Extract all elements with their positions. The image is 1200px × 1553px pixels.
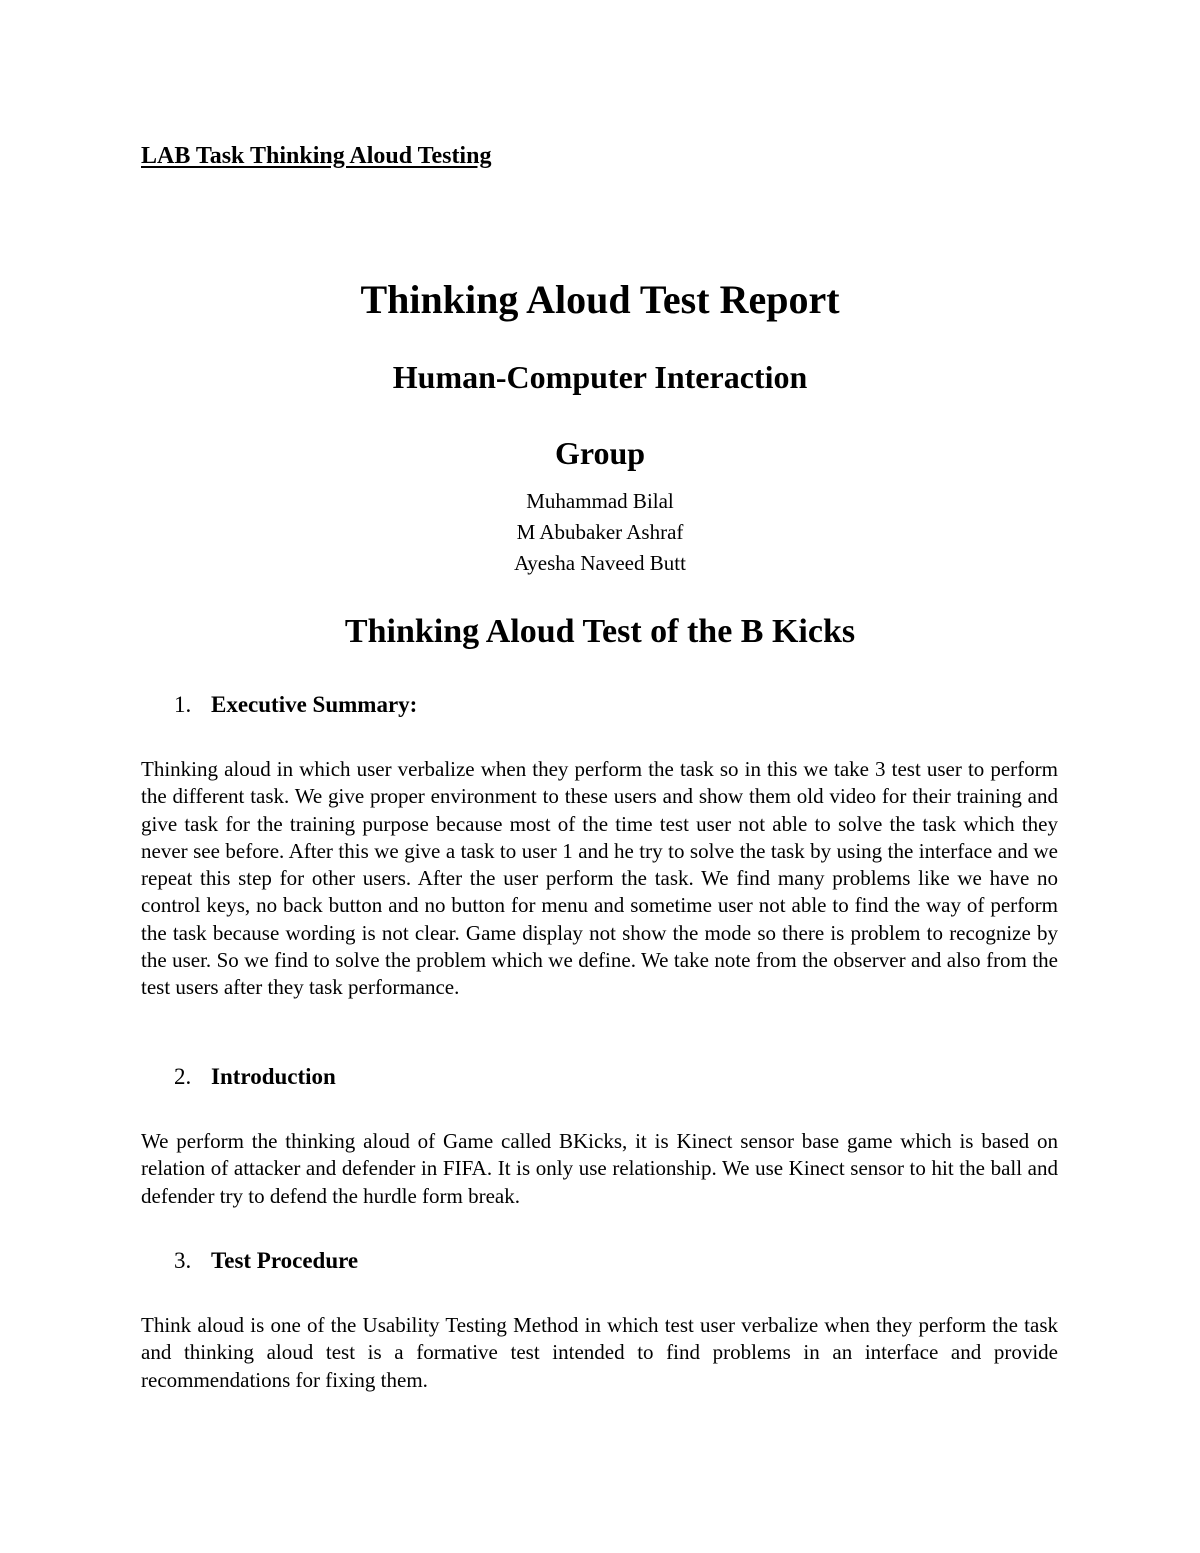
report-title: Thinking Aloud Test Report [360,277,840,322]
section-label: Test Procedure [211,1248,359,1273]
test-title: Thinking Aloud Test of the B Kicks [344,613,856,650]
group-member: M Abubaker Ashraf [516,520,684,544]
group-heading: Group [554,435,646,471]
group-member: Muhammad Bilal [526,489,674,513]
course-subtitle: Human-Computer Interaction [392,359,808,395]
section-heading-test-procedure [174,1248,358,1274]
section-number: 1. [174,692,192,717]
section-heading-introduction [174,1064,336,1090]
section-label: Executive Summary: [211,692,418,717]
section-number: 2. [174,1064,192,1089]
section-body-test-procedure: Think aloud is one of the Usability Testing Method in which test user verbalize when they perform the task and thinking aloud test is a formative test intended to find problems in an interface and provide recommendations for fixing them. [141,1313,1058,1392]
section-number: 3. [174,1248,192,1273]
group-member: Ayesha Naveed Butt [514,551,686,575]
section-body-executive-summary: Thinking aloud in which user verbalize when they perform the task so in this we take 3 test user to perform the different task. We give proper environment to these users and show them old video for their training and give task for the training purpose because most of the time test user not able to solve the task which they never see before. After this we give a task to user 1 and he try to solve the task by using the interface and we repeat this step for other users. After the user perform the task. We find many problems like we have no control keys, no back button and no button for menu and sometime user not able to find the way of perform the task because wording is not clear. Game display not show the mode so there is problem to recognize by the user. So we find to solve the problem which we define. We take note from the observer and also from the test users after they task performance. [141,757,1058,1000]
section-body-introduction: We perform the thinking aloud of Game called BKicks, it is Kinect sensor base game which is based on relation of attacker and defender in FIFA. It is only use relationship. We use Kinect sensor to hit the ball and defender try to defend the hurdle form break. [141,1129,1058,1208]
section-label: Introduction [211,1064,336,1089]
section-heading-executive-summary [174,692,417,718]
lab-task-title: LAB Task Thinking Aloud Testing [141,143,492,169]
